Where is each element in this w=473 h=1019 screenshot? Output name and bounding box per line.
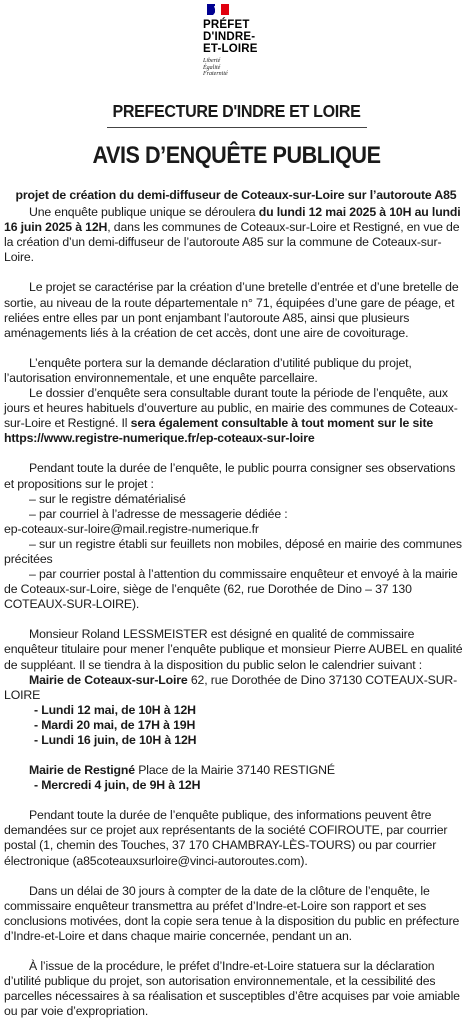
spacer xyxy=(4,341,468,356)
paragraph-dates xyxy=(4,205,468,265)
logo-line-3: ET-LOIRE xyxy=(203,43,258,55)
title-divider xyxy=(107,127,367,128)
notice-body xyxy=(4,188,468,1019)
mairie-coteaux xyxy=(4,673,468,703)
observation-email-address: ep-coteaux-sur-loire@mail.registre-numerique.fr xyxy=(4,521,259,536)
motto-fraternite: Fraternité xyxy=(203,71,228,77)
mairie-coteaux-address: 62, rue Dorothée de Dino 37130 COTEAUX-SUR-LOIRE xyxy=(4,672,458,702)
notice-title: AVIS D’ENQUÊTE PUBLIQUE xyxy=(92,142,381,169)
mairie-restigne-address: Place de la Mairie 37140 RESTIGNÉ xyxy=(134,763,335,778)
schedule-item: - Mardi 20 mai, de 17H à 19H xyxy=(34,717,196,732)
list-item-email: – par courriel à l’adresse de messagerie dédiée : xyxy=(29,506,288,521)
spacer xyxy=(4,612,468,627)
paragraph-scope: L’enquête portera sur la demande déclaration d’utilité publique du projet, l’autorisation environnementale, et une enquête parcellaire. xyxy=(4,355,412,385)
spacer xyxy=(4,869,468,884)
schedule-item: - Lundi 12 mai, de 10H à 12H xyxy=(34,702,196,717)
motto-egalite: Égalité xyxy=(203,64,221,71)
marianne-flag-icon xyxy=(207,4,229,15)
mairie-restigne-name: Mairie de Restigné xyxy=(29,763,135,778)
logo-line-1: PRÉFET xyxy=(203,19,250,31)
mairie-coteaux-name: Mairie de Coteaux-sur-Loire xyxy=(29,672,188,687)
logo-motto xyxy=(203,58,283,78)
paragraph-information: Pendant toute la durée de l’enquête publique, des informations peuvent être demandées sur ce projet aux représentants de la société COFIROUTE, par courrier postal (1, chemin des Touches, 37 170 CHAMBRAY-LÈS-TOURS) ou par courrier électronique (a85coteauxsurloire@vinci-autoroutes.com). xyxy=(4,808,448,868)
paragraph-project: Le projet se caractérise par la création d’une bretelle d’entrée et d’une bretelle de sortie, au niveau de la route départementale n° 71, équipées d’une gare de péage, et reliées entre elles par un pont enjambant l’autoroute A85, ainsi que plusieurs aménagements liés à la création de cet accès, dont une aire de covoiturage. xyxy=(4,280,459,340)
dates-rest: , dans les communes de Coteaux-sur-Loire et Restigné, en vue de la création d’un demi-diffuseur de l’autoroute A85 sur la commune de Coteaux-sur-Loire. xyxy=(4,220,460,265)
mairie-restigne xyxy=(4,763,468,778)
spacer xyxy=(4,944,468,959)
paragraph-decision: À l’issue de la procédure, le préfet d’Indre-et-Loire statuera sur la déclaration d’utilité publique du projet, son autorisation environnementale, et la cessibilité des parcelles nécessaires à sa réalisation et susceptibles d’être acquises par voie amiable ou par voie d’expropriation. xyxy=(4,959,460,1019)
paragraph-observations: Pendant toute la durée de l’enquête, le public pourra consigner ses observations et propositions sur le projet : xyxy=(4,461,456,491)
dossier-text: Le dossier d’enquête sera consultable durant toute la période de l’enquête, aux jours et heures habituels d’ouverture au public, en mairie des communes de Coteaux-sur-Loire et Restigné. Il xyxy=(4,386,458,431)
list-item-postal: – par courrier postal à l’attention du commissaire enquêteur et envoyé à la mairie de Coteaux-sur-Loire, siège de l’enquête (62, rue Dorothée de Dino – 37 130 COTEAUX-SUR-LOIRE). xyxy=(4,567,458,612)
spacer xyxy=(4,793,468,808)
spacer xyxy=(4,446,468,461)
list-item-paper-register: – sur un registre établi sur feuillets non mobiles, déposé en mairie des communes précitées xyxy=(4,536,462,566)
paragraph-dossier xyxy=(4,386,468,446)
prefecture-logo xyxy=(203,4,283,78)
dossier-website: sera également consultable à tout moment sur le site https://www.registre-numerique.fr/ep-coteaux-sur-loire xyxy=(4,416,434,446)
spacer xyxy=(4,748,468,763)
spacer xyxy=(4,265,468,280)
motto-liberte: Liberté xyxy=(203,58,221,64)
paragraph-report: Dans un délai de 30 jours à compter de la date de la clôture de l’enquête, le commissaire enquêteur transmettra au préfet d’Indre-et-Loire son rapport et ses conclusions motivées, dont la copie sera tenue à la disposition du public en préfecture d’Indre-et-Loire et dans chaque mairie concernée, pendant un an. xyxy=(4,883,460,943)
list-item-register: – sur le registre dématérialisé xyxy=(29,491,186,506)
schedule-item: - Lundi 16 juin, de 10H à 12H xyxy=(34,733,197,747)
dates-intro: Une enquête publique unique se déroulera xyxy=(29,205,259,220)
prefecture-title: PREFECTURE D'INDRE ET LOIRE xyxy=(112,101,361,121)
schedule-item: - Mercredi 4 juin, de 9H à 12H xyxy=(34,778,201,793)
paragraph-commissioner: Monsieur Roland LESSMEISTER est désigné en qualité de commissaire enquêteur titulaire pour mener l’enquête publique et monsieur Pierre AUBEL en qualité de suppléant. Il se tiendra à la disposition du public selon le calendrier suivant : xyxy=(4,627,463,672)
project-subtitle: projet de création du demi-diffuseur de Coteaux-sur-Loire sur l’autoroute A85 xyxy=(15,188,457,202)
logo-wordmark xyxy=(203,19,283,55)
dates-range: du lundi 12 mai 2025 à 10H au lundi 16 juin 2025 à 12H xyxy=(4,205,461,235)
logo-line-2: D'INDRE- xyxy=(203,31,256,43)
